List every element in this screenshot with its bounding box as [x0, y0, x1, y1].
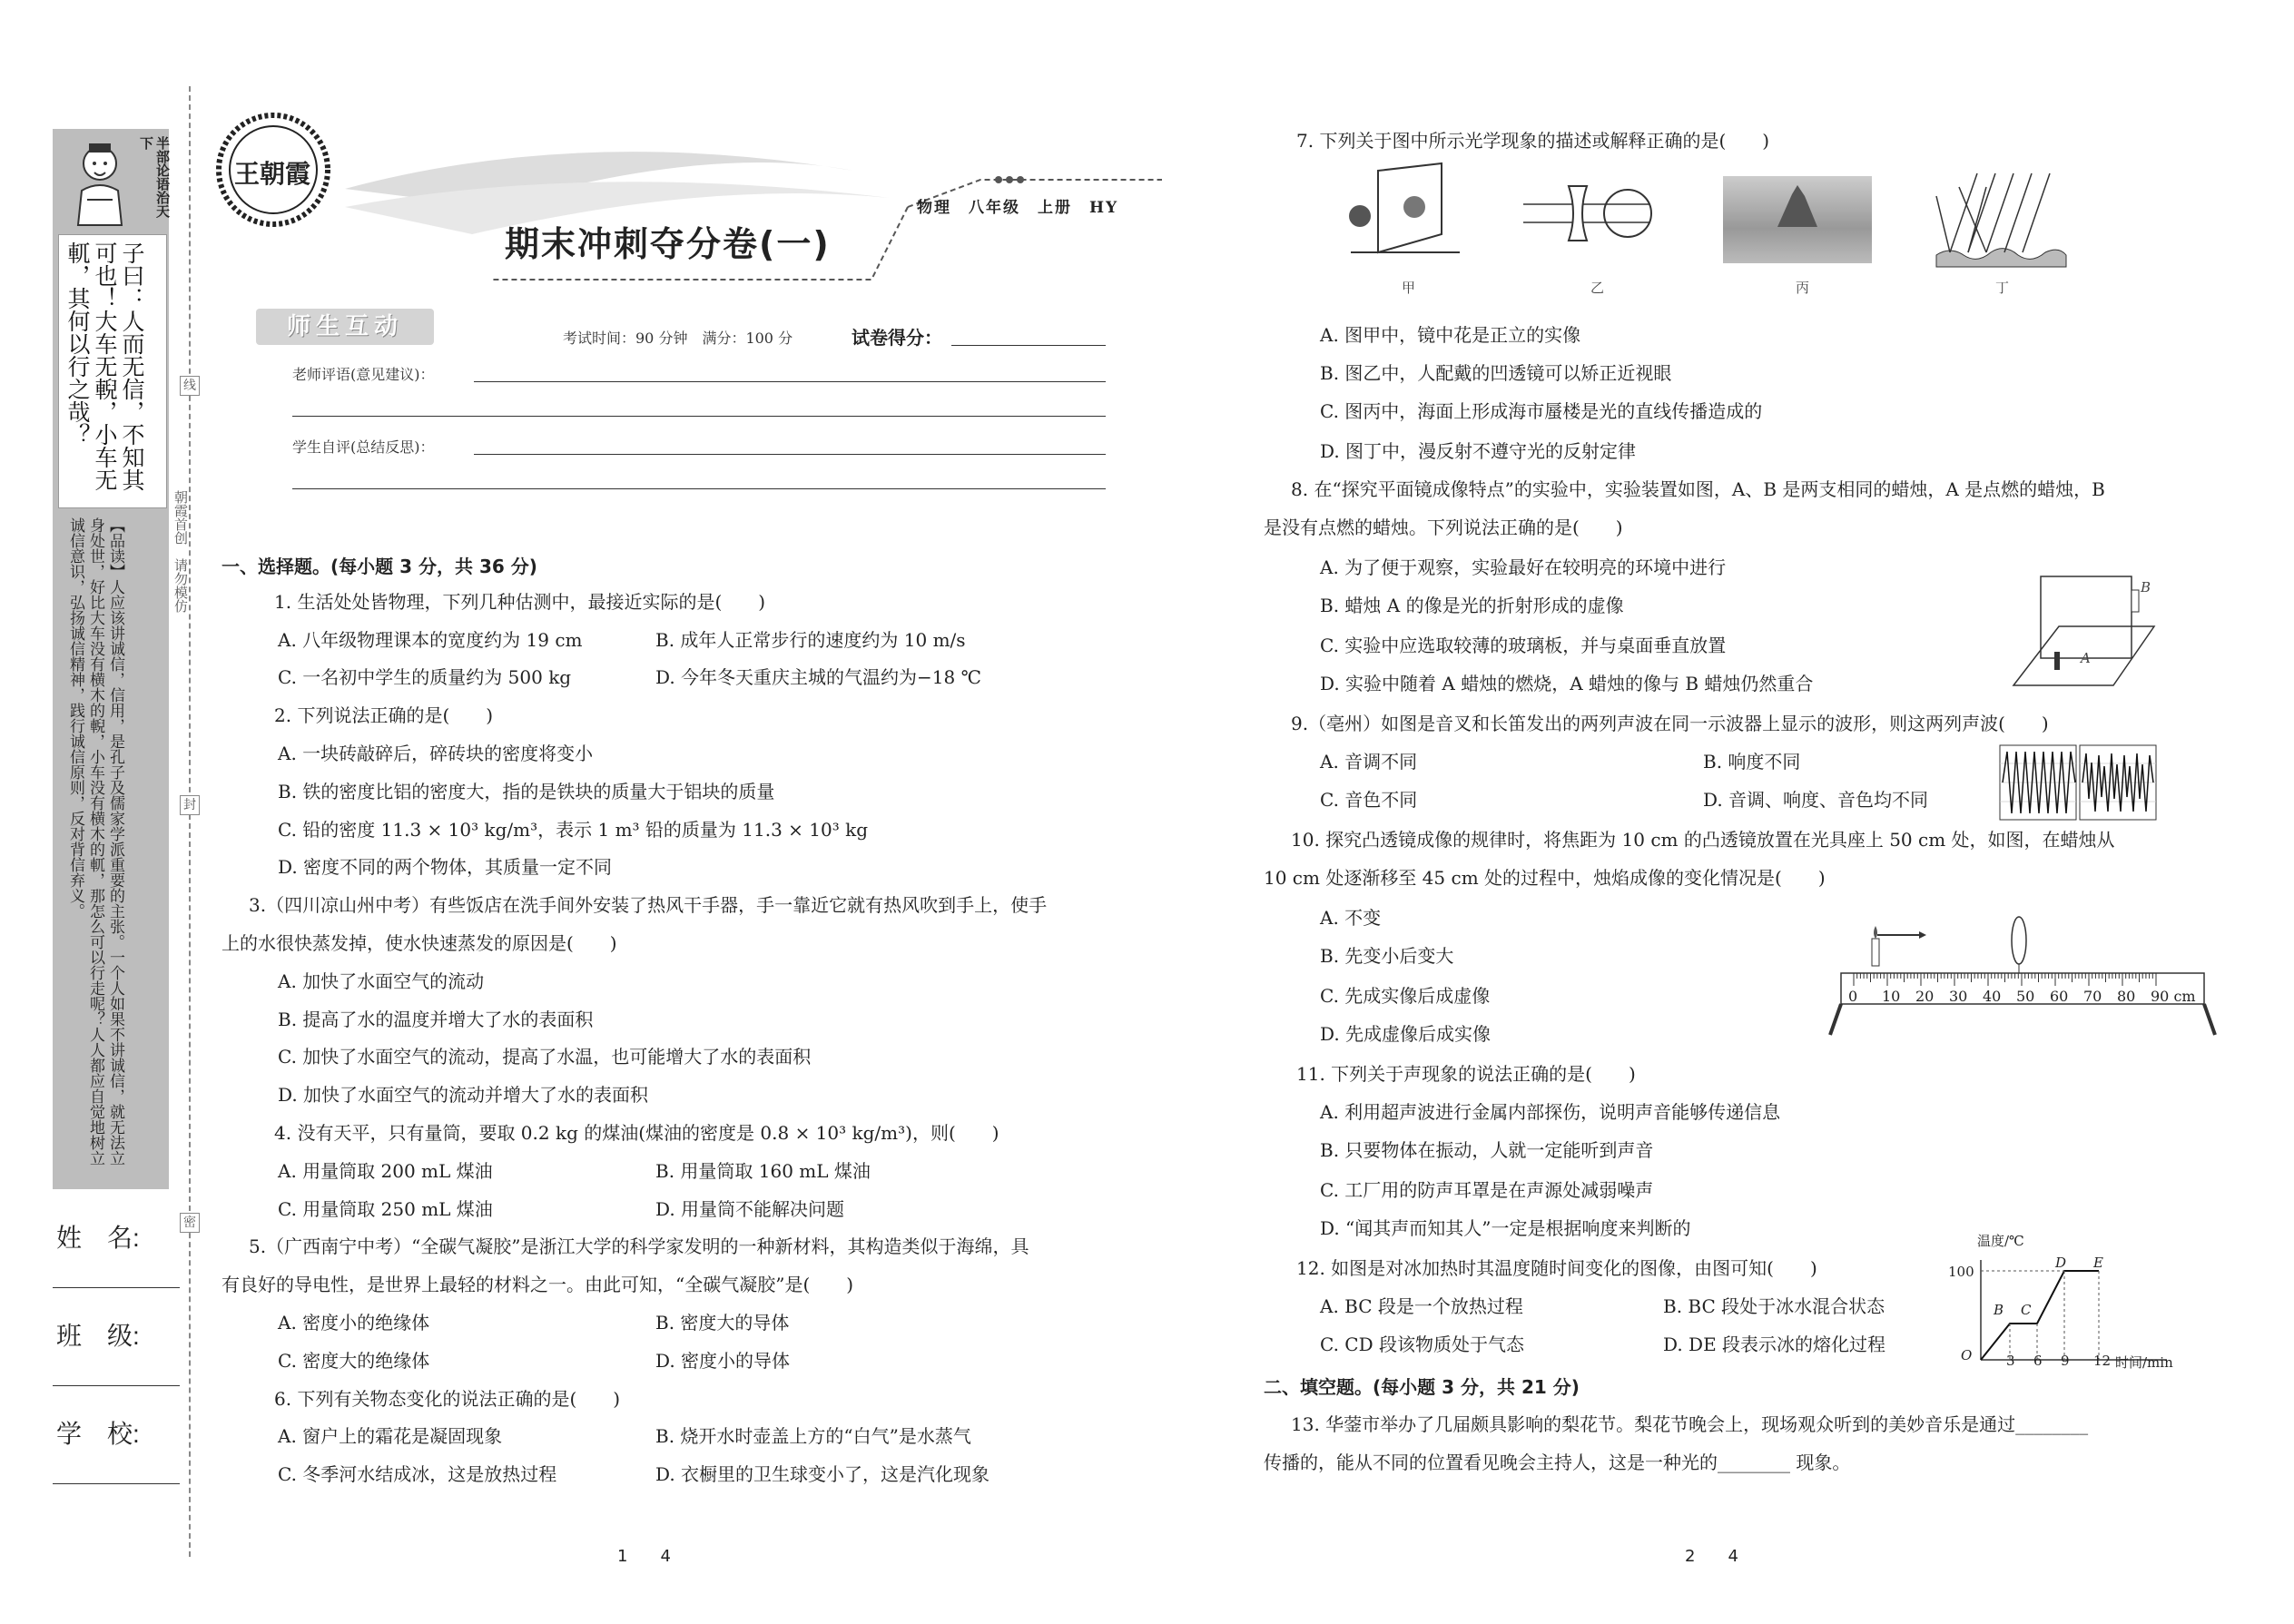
- oscilloscope-waves-figure: [1999, 744, 2157, 821]
- bench-tick-label: 40: [1983, 988, 2002, 1005]
- mirage-photo: [1723, 176, 1872, 263]
- right-line: C. 先成实像后成虚像: [1320, 985, 1491, 1007]
- left-line: C. 密度大的绝缘体: [278, 1349, 430, 1372]
- right-line: 12. 如图是对冰加热时其温度随时间变化的图像，由图可知( ): [1296, 1257, 1817, 1279]
- cut-mark-mi: 密: [180, 1213, 200, 1233]
- left-page-number: 1 4: [617, 1547, 671, 1566]
- cut-line: [189, 86, 191, 1557]
- left-option-right: D. 密度小的导体: [655, 1349, 791, 1372]
- confucius-quote: 子曰：人而无信，不知其可也！大车无輗，小车无軏，其何以行之哉？: [64, 241, 145, 491]
- copyright-note: 朝霞首创 请勿模仿: [172, 490, 189, 613]
- sidebar-motto: 半部论语治天下: [138, 136, 171, 218]
- teacher-student-tag: 师生互动: [256, 309, 434, 345]
- graph-xtick: 9: [2061, 1353, 2070, 1369]
- bench-tick-label: 0: [1848, 988, 1858, 1005]
- pindu-commentary: 【品读】人应该讲诚信，信用，是孔子及儒家学派重要的主张。一个人如果不讲诚信，就无法立身处世，好比大车没有横木的輗，小车没有横木的軏，那怎么可以行走呢？人人都应自觉地树立诚信意识，弘扬诚信精神，践行诚信原则，反对背信弃义。: [66, 517, 124, 1166]
- mirror-label-b: B: [2141, 579, 2151, 595]
- left-line: A. 加快了水面空气的流动: [278, 969, 485, 992]
- graph-y100: 100: [1948, 1264, 1974, 1280]
- right-line: 传播的，能从不同的位置看见晚会主持人，这是一种光的________ 现象。: [1264, 1452, 1851, 1473]
- cut-mark-xian: 线: [180, 376, 200, 396]
- caption-jia: 甲: [1402, 280, 1416, 296]
- bench-tick-label: 90 cm: [2151, 988, 2196, 1005]
- graph-origin: O: [1961, 1347, 1973, 1363]
- caption-ding: 丁: [1995, 280, 2010, 296]
- cartoon-confucius-icon: [69, 136, 134, 227]
- series-label: 物理 八年级 上册 HY: [917, 199, 1119, 217]
- bench-tick-label: 20: [1915, 988, 1935, 1005]
- right-line: A. 图甲中，镜中花是正立的实像: [1320, 324, 1581, 346]
- student-comment-label: 学生自评(总结反思)：: [292, 438, 435, 456]
- left-line: C. 铅的密度 11.3 × 10³ kg/m³，表示 1 m³ 铅的质量为 11.3 × 10³ kg: [278, 818, 869, 841]
- left-line: 4. 没有天平，只有量筒，要取 0.2 kg 的煤油(煤油的密度是 0.8 × 10³ kg/m³)，则( ): [274, 1122, 999, 1144]
- graph-xtick: 6: [2033, 1353, 2043, 1369]
- left-line: 2. 下列说法正确的是( ): [274, 704, 494, 727]
- left-line: 上的水很快蒸发掉，使水快速蒸发的原因是( ): [222, 932, 617, 954]
- logo-text: 王朝霞: [234, 159, 311, 189]
- name-field[interactable]: [53, 1287, 180, 1288]
- question-7: 7. 下列关于图中所示光学现象的描述或解释正确的是( ): [1296, 130, 1770, 152]
- student-comment-field-2[interactable]: [292, 488, 1106, 489]
- student-comment-field[interactable]: [474, 454, 1106, 455]
- right-line: A. 不变: [1320, 907, 1382, 929]
- page-title: 期末冲刺夺分卷(一): [505, 224, 831, 264]
- right-line: 8. 在“探究平面镜成像特点”的实验中，实验装置如图，A、B 是两支相同的蜡烛，A 是点燃的蜡烛，B: [1291, 478, 2105, 500]
- left-line: 6. 下列有关物态变化的说法正确的是( ): [274, 1387, 621, 1410]
- right-line: 11. 下列关于声现象的说法正确的是( ): [1296, 1063, 1636, 1085]
- class-label: 班 级:: [56, 1322, 140, 1350]
- graph-point-label: D: [2055, 1255, 2067, 1271]
- right-line: C. 音色不同: [1320, 789, 1418, 811]
- right-line: B. 蜡烛 A 的像是光的折射形成的虚像: [1320, 595, 1624, 616]
- right-line: D. 图丁中，漫反射不遵守光的反射定律: [1320, 440, 1637, 462]
- graph-point-label: B: [1994, 1302, 2004, 1318]
- school-field[interactable]: [53, 1483, 180, 1484]
- teacher-comment-field[interactable]: [474, 381, 1106, 382]
- left-line: C. 冬季河水结成冰，这是放热过程: [278, 1463, 557, 1486]
- left-line: 一、选择题。(每小题 3 分，共 36 分): [222, 556, 537, 577]
- concave-lens-eye-figure: [1514, 182, 1669, 245]
- left-option-right: D. 用量筒不能解决问题: [655, 1197, 845, 1220]
- score-field[interactable]: [951, 345, 1106, 346]
- left-line: D. 密度不同的两个物体，其质量一定不同: [278, 856, 613, 879]
- right-line: C. 图丙中，海面上形成海市蜃楼是光的直线传播造成的: [1320, 400, 1763, 422]
- left-option-right: B. 用量筒取 160 mL 煤油: [655, 1159, 871, 1182]
- bench-tick-label: 70: [2083, 988, 2102, 1005]
- cut-mark-feng: 封: [180, 795, 200, 815]
- right-line: B. 先变小后变大: [1320, 945, 1454, 967]
- right-line: B. 图乙中，人配戴的凹透镜可以矫正近视眼: [1320, 362, 1672, 384]
- right-line: A. 为了便于观察，实验最好在较明亮的环境中进行: [1320, 556, 1727, 578]
- diffuse-reflection-figure: [1932, 169, 2068, 269]
- name-label: 姓 名:: [56, 1224, 140, 1252]
- graph-xtick: 12: [2093, 1353, 2112, 1369]
- left-option-right: B. 烧开水时壶盖上方的“白气”是水蒸气: [655, 1425, 971, 1448]
- bench-tick-label: 80: [2117, 988, 2136, 1005]
- right-line: C. 实验中应选取较薄的玻璃板，并与桌面垂直放置: [1320, 635, 1727, 656]
- plane-mirror-experiment-figure: [2004, 572, 2159, 690]
- right-line: 是没有点燃的蜡烛。下列说法正确的是( ): [1264, 517, 1623, 538]
- school-label: 学 校:: [56, 1420, 140, 1448]
- right-line: D. “闻其声而知其人”一定是根据响度来判断的: [1320, 1217, 1691, 1239]
- mirror-flower-figure: [1342, 162, 1469, 261]
- left-line: C. 用量筒取 250 mL 煤油: [278, 1197, 493, 1220]
- right-option-right: B. 响度不同: [1703, 751, 1801, 773]
- right-line: A. 利用超声波进行金属内部探伤，说明声音能够传递信息: [1320, 1101, 1781, 1123]
- graph-ylabel: 温度/℃: [1977, 1233, 2024, 1249]
- bench-tick-label: 60: [2050, 988, 2069, 1005]
- teacher-comment-field-2[interactable]: [292, 416, 1106, 417]
- left-line: C. 加快了水面空气的流动，提高了水温，也可能增大了水的表面积: [278, 1046, 812, 1068]
- graph-xlabel: 时间/min: [2115, 1354, 2173, 1371]
- right-line: A. 音调不同: [1320, 751, 1418, 773]
- graph-xtick: 3: [2006, 1353, 2015, 1369]
- right-line: C. CD 段该物质处于气态: [1320, 1334, 1524, 1355]
- class-field[interactable]: [53, 1385, 180, 1386]
- bench-tick-label: 10: [1882, 988, 1901, 1005]
- right-line: B. 只要物体在振动，人就一定能听到声音: [1320, 1139, 1654, 1161]
- graph-point-label: E: [2093, 1255, 2103, 1271]
- left-option-right: B. 成年人正常步行的速度约为 10 m/s: [655, 628, 966, 651]
- left-line: A. 密度小的绝缘体: [278, 1312, 430, 1334]
- right-page-number: 2 4: [1685, 1547, 1738, 1566]
- right-line: A. BC 段是一个放热过程: [1320, 1295, 1523, 1317]
- right-option-right: D. 音调、响度、音色均不同: [1703, 789, 1929, 811]
- left-line: B. 提高了水的温度并增大了水的表面积: [278, 1008, 594, 1030]
- right-line: 13. 华蓥市举办了几届颇具影响的梨花节。梨花节晚会上，现场观众听到的美妙音乐是通过________: [1291, 1413, 2089, 1435]
- teacher-comment-label: 老师评语(意见建议)：: [292, 366, 435, 383]
- mirror-label-a: A: [2081, 650, 2091, 666]
- right-line: C. 工厂用的防声耳罩是在声源处减弱噪声: [1320, 1179, 1654, 1201]
- left-line: 5.（广西南宁中考）“全碳气凝胶”是浙江大学的科学家发明的一种新材料，其构造类似于海绵，具: [249, 1235, 1029, 1258]
- left-line: 3.（四川凉山州中考）有些饭店在洗手间外安装了热风干手器，手一靠近它就有热风吹到手上，使手: [249, 894, 1048, 917]
- caption-bing: 丙: [1796, 280, 1810, 296]
- right-line: D. 先成虚像后成实像: [1320, 1023, 1492, 1045]
- left-option-right: D. 今年冬天重庆主城的气温约为−18 ℃: [655, 666, 981, 689]
- bench-tick-label: 30: [1949, 988, 1968, 1005]
- exam-info: 考试时间：90 分钟 满分：100 分: [563, 330, 793, 347]
- right-option-right: D. DE 段表示冰的熔化过程: [1663, 1334, 1886, 1355]
- right-option-right: B. BC 段处于冰水混合状态: [1663, 1295, 1885, 1317]
- left-line: A. 一块砖敲碎后，碎砖块的密度将变小: [278, 743, 594, 764]
- left-line: B. 铁的密度比铝的密度大，指的是铁块的质量大于铝块的质量: [278, 780, 775, 802]
- left-line: 有良好的导电性，是世界上最轻的材料之一。由此可知，“全碳气凝胶”是( ): [222, 1274, 854, 1296]
- right-line: 10 cm 处逐渐移至 45 cm 处的过程中，烛焰成像的变化情况是( ): [1264, 867, 1826, 889]
- right-line: 二、填空题。(每小题 3 分，共 21 分): [1264, 1376, 1580, 1398]
- left-line: 1. 生活处处皆物理，下列几种估测中，最接近实际的是( ): [274, 590, 766, 613]
- left-option-right: B. 密度大的导体: [655, 1312, 790, 1334]
- graph-point-label: C: [2021, 1302, 2032, 1318]
- left-line: C. 一名初中学生的质量约为 500 kg: [278, 666, 572, 689]
- right-line: 10. 探究凸透镜成像的规律时，将焦距为 10 cm 的凸透镜放置在光具座上 50 cm 处，如图，在蜡烛从: [1291, 829, 2115, 851]
- bench-tick-label: 50: [2016, 988, 2035, 1005]
- left-line: A. 八年级物理课本的宽度约为 19 cm: [278, 628, 583, 651]
- caption-yi: 乙: [1590, 280, 1605, 296]
- left-option-right: D. 衣橱里的卫生球变小了，这是汽化现象: [655, 1463, 990, 1486]
- score-label: 试卷得分：: [852, 327, 942, 349]
- left-line: A. 用量筒取 200 mL 煤油: [278, 1159, 493, 1182]
- left-line: A. 窗户上的霜花是凝固现象: [278, 1425, 503, 1448]
- right-line: 9.（亳州）如图是音叉和长笛发出的两列声波在同一示波器上显示的波形，则这两列声波( ): [1291, 713, 2049, 734]
- left-line: D. 加快了水面空气的流动并增大了水的表面积: [278, 1084, 649, 1107]
- right-line: D. 实验中随着 A 蜡烛的燃烧，A 蜡烛的像与 B 蜡烛仍然重合: [1320, 673, 1814, 694]
- optical-bench-figure: [1819, 908, 2228, 1044]
